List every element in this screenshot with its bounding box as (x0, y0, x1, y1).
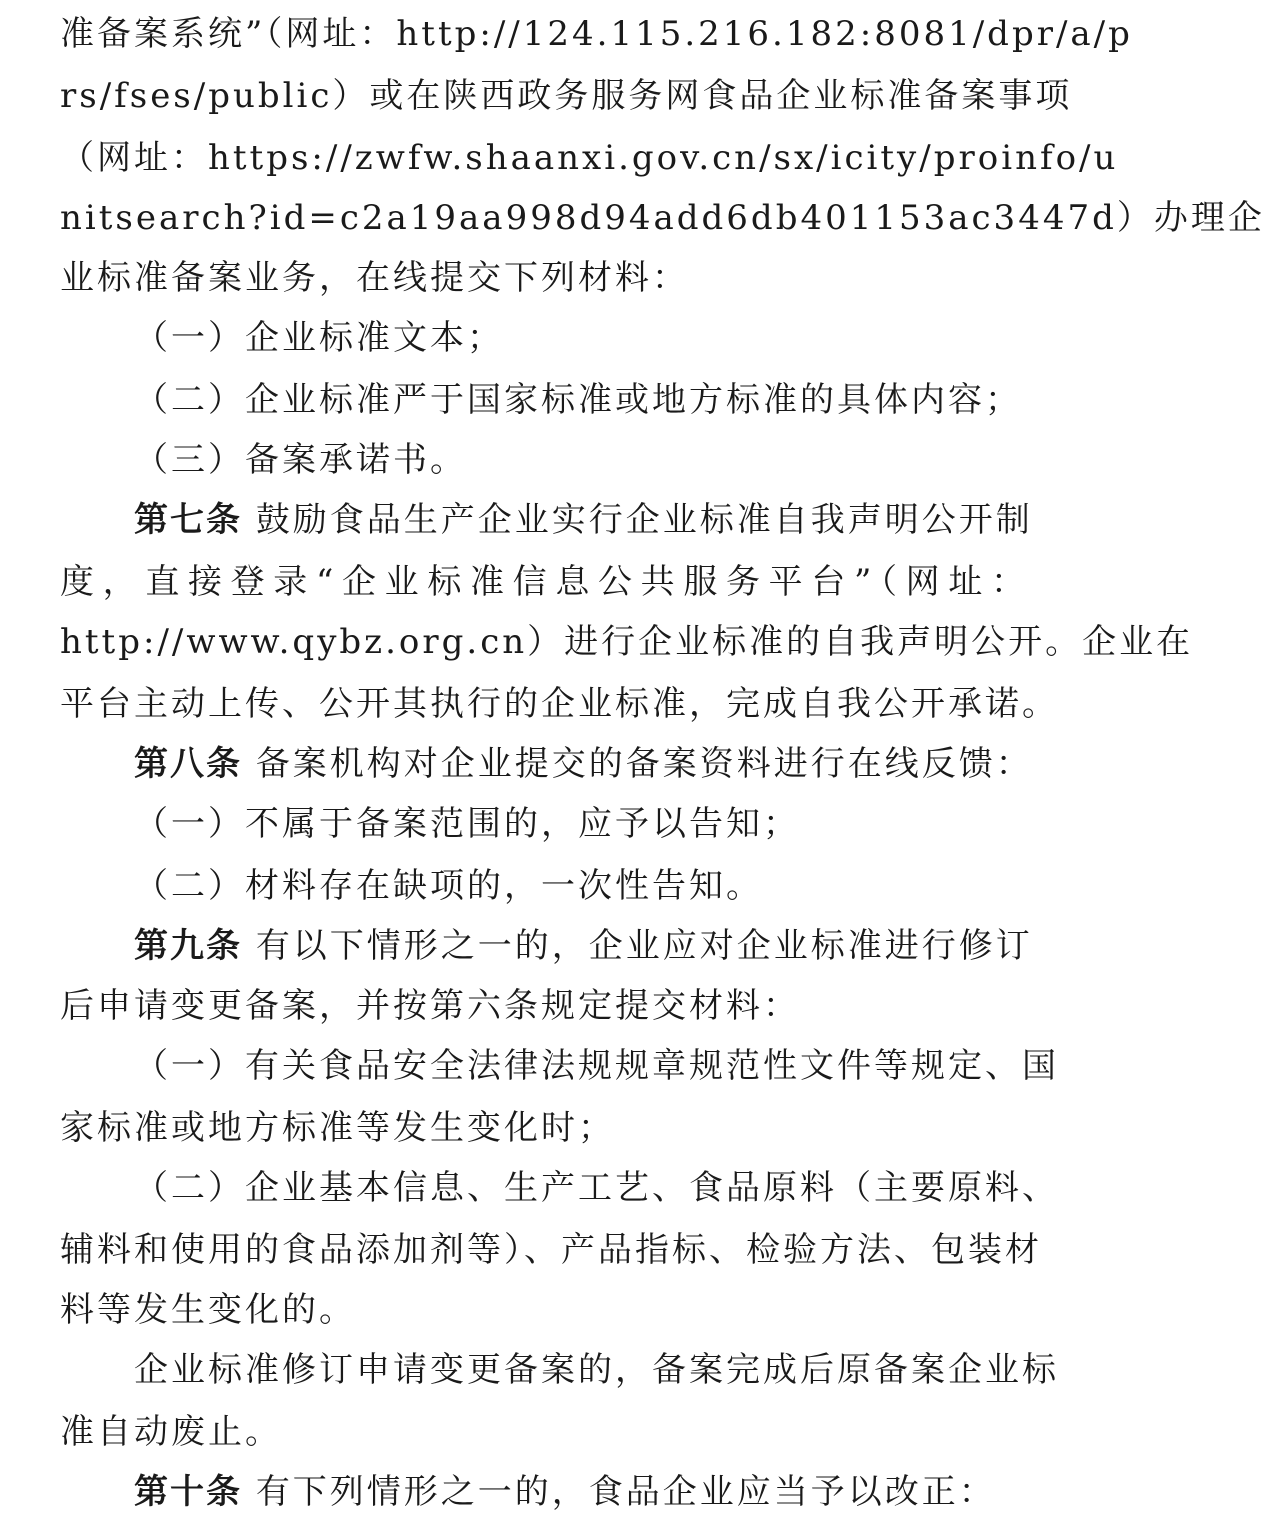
article-7-heading: 第七条 (134, 500, 242, 540)
text-line: 后申请变更备案，并按第六条规定提交材料： (60, 986, 800, 1026)
text-line: 业标准备案业务，在线提交下列材料： (60, 258, 689, 298)
text-line: 度，直接登录“企业标准信息公共服务平台”（网址： (60, 562, 1028, 602)
list-item: （一）有关食品安全法律法规规章规范性文件等规定、国 (134, 1046, 1059, 1086)
text-line: 家标准或地方标准等发生变化时； (60, 1108, 615, 1148)
text-line: 鼓励食品生产企业实行企业标准自我声明公开制 (255, 500, 1033, 540)
text-line: 有下列情形之一的，食品企业应当予以改正： (255, 1472, 996, 1512)
list-item: （一）不属于备案范围的，应予以告知； (134, 804, 800, 844)
text-line: （网址：https://zwfw.shaanxi.gov.cn/sx/icity/proinfo/u (60, 138, 1119, 178)
text-line: 准备案系统”（网址：http://124.115.216.182:8081/dpr/a/p (60, 14, 1133, 54)
list-item: （二）企业标准严于国家标准或地方标准的具体内容； (134, 380, 1022, 420)
list-item: （三）备案承诺书。 (134, 440, 467, 480)
list-item: （二）材料存在缺项的，一次性告知。 (134, 866, 763, 906)
article-7-paragraph (134, 490, 1033, 550)
text-line: 有以下情形之一的，企业应对企业标准进行修订 (255, 926, 1033, 966)
article-10-heading: 第十条 (134, 1472, 242, 1512)
list-item: （一）企业标准文本； (134, 318, 504, 358)
article-9-heading: 第九条 (134, 926, 242, 966)
article-8-paragraph (134, 734, 1033, 794)
text-line: rs/fses/public）或在陕西政务服务网食品企业标准备案事项 (60, 76, 1073, 116)
list-item: （二）企业基本信息、生产工艺、食品原料（主要原料、 (134, 1168, 1059, 1208)
text-line: 备案机构对企业提交的备案资料进行在线反馈： (255, 744, 1033, 784)
text-line: 料等发生变化的。 (60, 1290, 356, 1330)
text-line: 准自动废止。 (60, 1412, 282, 1452)
text-line: 平台主动上传、公开其执行的企业标准，完成自我公开承诺。 (60, 684, 1059, 724)
text-line: nitsearch?id=c2a19aa998d94add6db401153ac3447d）办理企 (60, 198, 1265, 238)
text-line: http://www.qybz.org.cn）进行企业标准的自我声明公开。企业在 (60, 622, 1194, 662)
article-8-heading: 第八条 (134, 744, 242, 784)
text-line: 辅料和使用的食品添加剂等）、产品指标、检验方法、包装材 (60, 1230, 1042, 1270)
article-10-paragraph (134, 1462, 1028, 1522)
article-9-paragraph (134, 916, 1033, 976)
text-line: 企业标准修订申请变更备案的，备案完成后原备案企业标 (134, 1350, 1059, 1390)
